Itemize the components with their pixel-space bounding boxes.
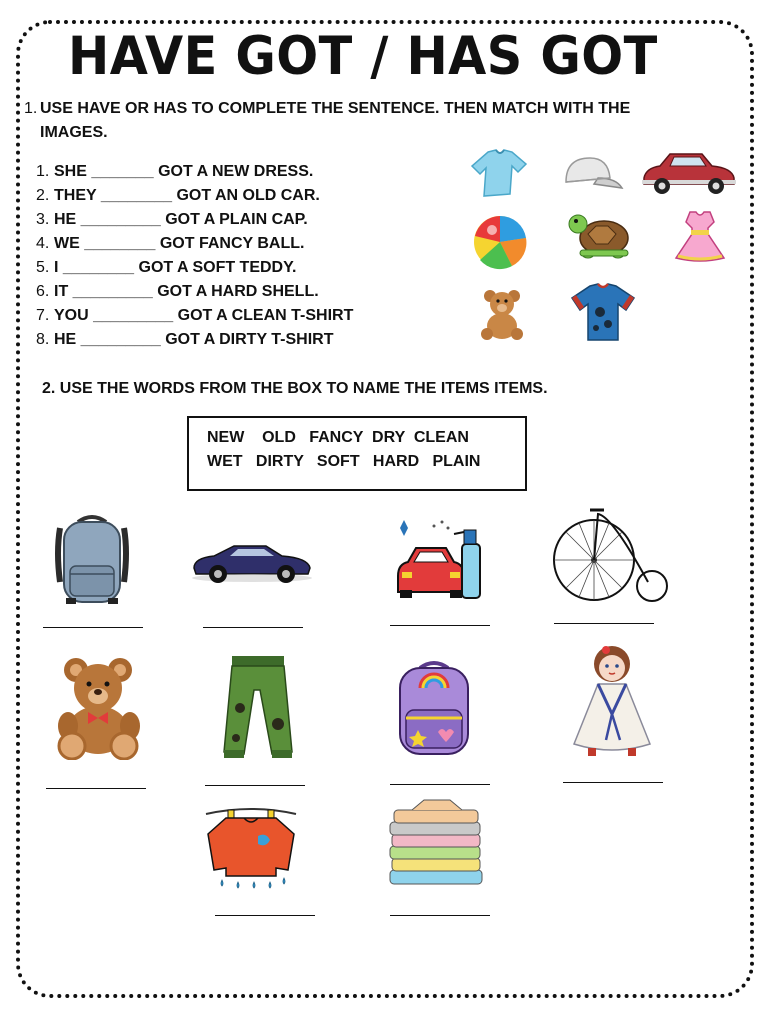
doll-icon xyxy=(566,644,658,760)
instruction-2: 2. USE THE WORDS FROM THE BOX TO NAME THE ITEMS ITEMS. xyxy=(42,380,548,397)
sentence-number: 1. xyxy=(36,163,50,180)
sentence-text: WE ________ GOT FANCY BALL. xyxy=(54,235,305,252)
answer-line[interactable] xyxy=(390,625,490,626)
answer-line[interactable] xyxy=(554,623,654,624)
sentence-text: THEY ________ GOT AN OLD CAR. xyxy=(54,187,320,204)
answer-line[interactable] xyxy=(43,627,143,628)
sentence-item xyxy=(36,304,353,328)
teddy-bear-small-icon xyxy=(474,286,530,342)
instruction-1-line2: IMAGES. xyxy=(40,124,108,141)
old-red-car-icon xyxy=(640,146,738,198)
teddy-bear-icon xyxy=(52,654,146,760)
answer-line[interactable] xyxy=(563,782,663,783)
wet-sweater-icon xyxy=(204,804,298,892)
instruction-1 xyxy=(24,97,740,145)
sentence-item xyxy=(36,184,353,208)
word-box-row-1: NEW OLD FANCY DRY CLEAN xyxy=(207,429,469,446)
sentence-item xyxy=(36,256,353,280)
light-blue-tshirt-icon xyxy=(470,148,530,198)
answer-line[interactable] xyxy=(390,784,490,785)
word-box xyxy=(187,416,527,491)
sentence-text: SHE _______ GOT A NEW DRESS. xyxy=(54,163,314,180)
sentence-number: 8. xyxy=(36,331,50,348)
sentence-text: IT _________ GOT A HARD SHELL. xyxy=(54,283,319,300)
turtle-icon xyxy=(566,206,636,264)
sentence-number: 5. xyxy=(36,259,50,276)
purple-backpack-icon xyxy=(394,658,474,758)
worksheet-title: HAVE GOT / HAS GOT xyxy=(68,26,658,87)
sports-car-icon xyxy=(190,534,314,588)
backpack-icon xyxy=(52,512,132,606)
answer-line[interactable] xyxy=(215,915,315,916)
beach-ball-icon xyxy=(472,214,528,270)
sentence-list xyxy=(36,160,353,352)
sentence-item xyxy=(36,232,353,256)
white-cap-icon xyxy=(558,152,624,196)
sentence-item xyxy=(36,328,353,352)
penny-farthing-bicycle-icon xyxy=(552,504,672,604)
sentence-number: 2. xyxy=(36,187,50,204)
sentence-number: 4. xyxy=(36,235,50,252)
dirty-tshirt-icon xyxy=(568,282,638,342)
sentence-text: HE _________ GOT A PLAIN CAP. xyxy=(54,211,308,228)
word-box-row-2: WET DIRTY SOFT HARD PLAIN xyxy=(207,453,481,470)
sentence-item xyxy=(36,280,353,304)
dirty-trousers-icon xyxy=(218,654,298,762)
sentence-item xyxy=(36,160,353,184)
answer-line[interactable] xyxy=(46,788,146,789)
instruction-1-line1: USE HAVE OR HAS TO COMPLETE THE SENTENCE. THEN MATCH WITH THE xyxy=(40,100,631,117)
answer-line[interactable] xyxy=(203,627,303,628)
sentence-text: HE _________ GOT A DIRTY T-SHIRT xyxy=(54,331,334,348)
sentence-number: 6. xyxy=(36,283,50,300)
sentence-text: YOU _________ GOT A CLEAN T-SHIRT xyxy=(54,307,354,324)
sentence-number: 7. xyxy=(36,307,50,324)
folded-clothes-icon xyxy=(384,798,488,888)
instruction-1-number: 1. xyxy=(24,100,38,117)
sentence-item xyxy=(36,208,353,232)
sentence-text: I ________ GOT A SOFT TEDDY. xyxy=(54,259,297,276)
car-wash-icon xyxy=(392,516,486,602)
answer-line[interactable] xyxy=(205,785,305,786)
sentence-number: 3. xyxy=(36,211,50,228)
pink-dress-icon xyxy=(672,208,728,264)
answer-line[interactable] xyxy=(390,915,490,916)
